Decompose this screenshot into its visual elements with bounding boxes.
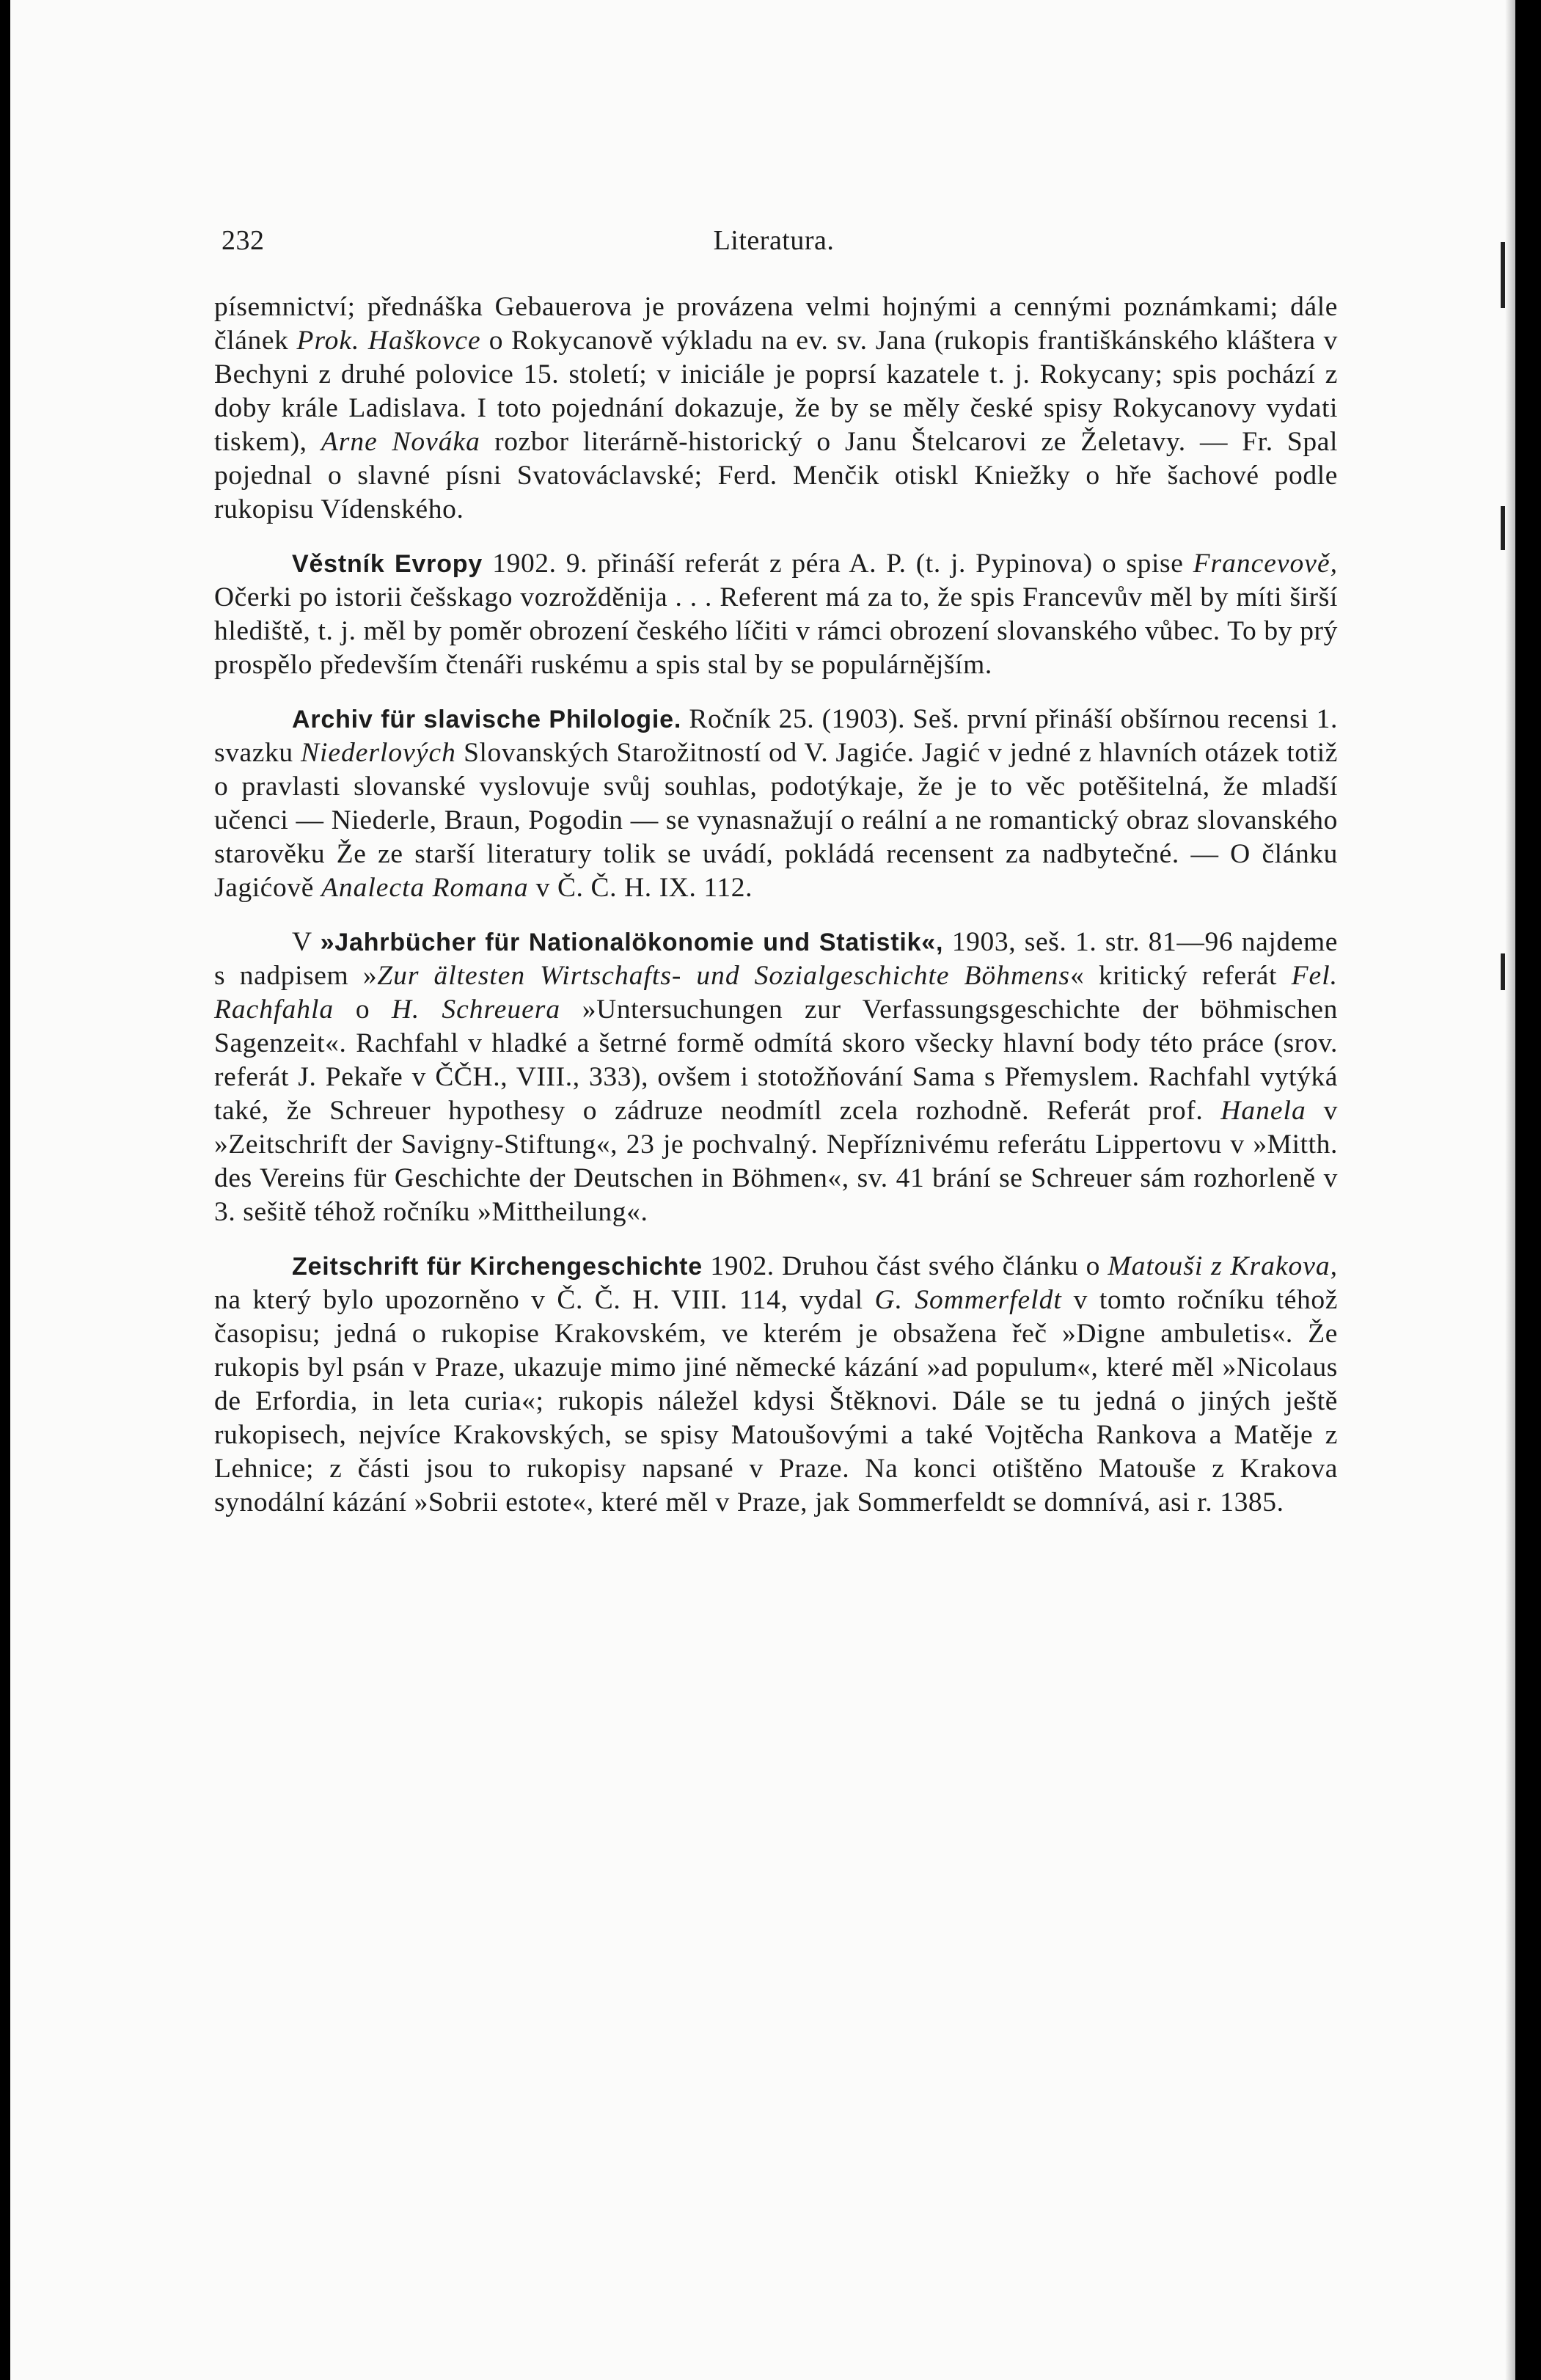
binding-mark bbox=[1501, 242, 1505, 308]
paragraph: písemnictví; přednáška Gebauerova je provázena velmi hojnými a cennými poznámkami; dále článek Prok. Haškovce o Rokycanově výkladu na ev. sv. Jana (rukopis františkánského kláštera v Bechyni z druhé polovice 15. století; v iniciále je poprsí kazatele t. j. Rokycany; spis pochází z doby krále Ladislava. I toto pojednání dokazuje, že by se měly české spisy Rokycanovy vydati tiskem), Arne Nováka rozbor literárně-historický o Janu Štelcarovi ze Želetavy. — Fr. Spal pojednal o slavné písni Svatováclavské; Ferd. Menčik otiskl Kniežky o hře šachové podle rukopisu Vídenského. bbox=[214, 292, 1339, 524]
journal-title: Věstník Evropy bbox=[292, 550, 483, 578]
page-number: 232 bbox=[222, 225, 265, 256]
page-edge-shadow bbox=[1505, 0, 1515, 2380]
journal-title: Zeitschrift für Kirchengeschichte bbox=[292, 1253, 703, 1281]
running-title: Literatura. bbox=[713, 225, 835, 256]
page-header bbox=[213, 224, 1335, 268]
article-body bbox=[214, 290, 1338, 1540]
binding-mark bbox=[1501, 506, 1505, 550]
book-page bbox=[10, 0, 1515, 2380]
paragraph: V »Jahrbücher für Nationalökonomie und Statistik«, 1903, seš. 1. str. 81—96 najdeme s nadpisem »Zur ältesten Wirtschafts- und Sozialgeschichte Böhmens« kritický referát Fel. Rachfahla o H. Schreuera »Untersuchungen zur Verfassungsgeschichte der böhmischen Sagenzeit«. Rachfahl v hladké a šetrné formě odmítá skoro všecky hlavní body této práce (srov. referát J. Pekaře v ČČH., VIII., 333), ovšem i stotožňování Sama s Přemyslem. Rachfahl vytýká také, že Schreuer hypothesy o zádruze neodmítl zcela rozhodně. Referát prof. Hanela v »Zeitschrift der Savigny-Stiftung«, 23 je pochvalný. Nepříznivému referátu Lippertovu v »Mitth. des Vereins für Geschichte der Deutschen in Böhmen«, sv. 41 brání se Schreuer sám rozhorleně v 3. sešitě téhož ročníku »Mittheilung«. bbox=[214, 927, 1339, 1227]
paragraph: Zeitschrift für Kirchengeschichte 1902. Druhou část svého článku o Matouši z Krakova, na který bylo upozorněno v Č. Č. H. VIII. 114, vydal G. Sommerfeldt v tomto ročníku téhož časopisu; jedná o rukopise Krakovském, ve kterém je obsažena řeč »Digne ambuletis«. Že rukopis byl psán v Praze, ukazuje mimo jiné německé kázání »ad populum«, které měl »Nicolaus de Erfordia, in leta curia«; rukopis náležel kdysi Štěknovi. Dále se tu jedná o jiných ještě rukopisech, nejvíce Krakovských, se spisy Matoušovými a také Vojtěcha Rankova a Matěje z Lehnice; z části jsou to rukopisy napsané v Praze. Na konci otištěno Matouše z Krakova synodální kázání »Sobrii estote«, které měl v Praze, jak Sommerfeldt se domnívá, asi r. 1385. bbox=[214, 1251, 1338, 1517]
journal-title: Archiv für slavische Philologie. bbox=[292, 706, 682, 733]
paragraph: Archiv für slavische Philologie. Ročník 25. (1903). Seš. první přináší obšírnou recensi 1. svazku Niederlových Slovanských Starožitností od V. Jagiće. Jagić v jedné z hlavních otázek totiž o pravlasti slovanské vyslovuje svůj souhlas, podotýkaje, že je to věc potěšitelná, že mladší učenci — Niederle, Braun, Pogodin — se vynasnažují o reální a ne romantický obraz slovanského starověku Že ze starší literatury tolik se uvádí, pokládá recensent za nadbytečné. — O článku Jagićově Analecta Romana v Č. Č. H. IX. 112. bbox=[214, 704, 1338, 903]
journal-title: »Jahrbücher für Nationalökonomie und Statistik«, bbox=[320, 929, 944, 956]
paragraph: Věstník Evropy 1902. 9. přináší referát z péra A. P. (t. j. Pypinova) o spise Francevově, Očerki po istorii češskago vozrožděnija . . . Referent má za to, že spis Francevův měl by míti širší hlediště, t. j. měl by poměr obrození českého líčiti v rámci obrození slovanského vůbec. To by prý prospělo především čtenáři ruskému a spis stal by se populárnějším. bbox=[214, 549, 1338, 680]
binding-mark bbox=[1501, 953, 1505, 990]
